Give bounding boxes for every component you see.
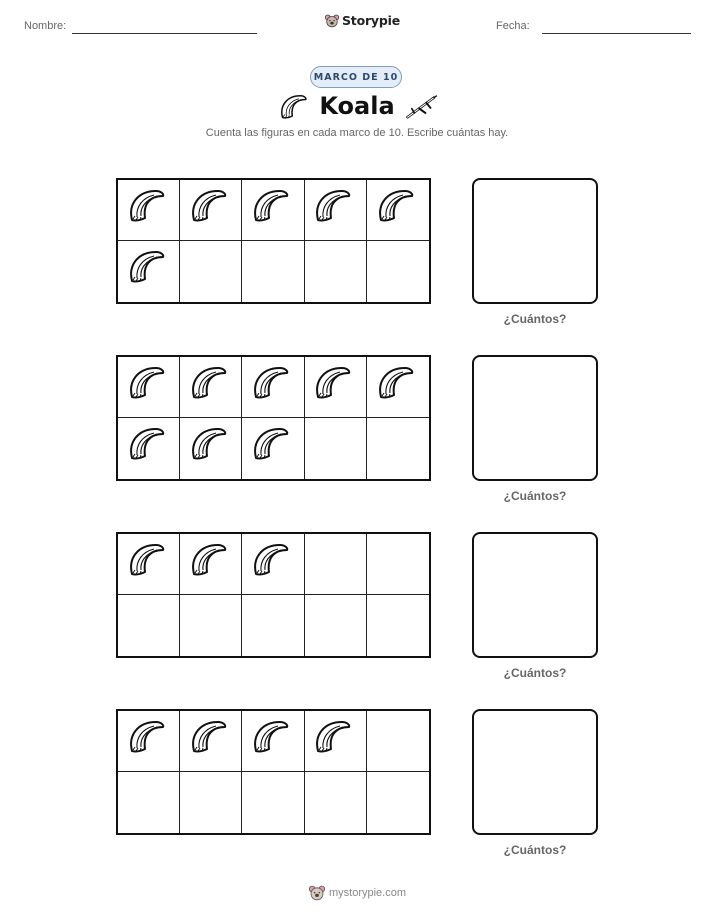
frame-cell <box>118 180 180 241</box>
frame-cell <box>305 418 367 479</box>
frame-cell <box>367 180 429 241</box>
worksheet-type-badge: MARCO DE 10 <box>310 66 402 88</box>
frame-cell <box>180 772 242 833</box>
claw-icon <box>375 363 415 408</box>
brand-name: Storypie <box>342 13 400 28</box>
claw-icon <box>126 186 166 231</box>
claw-icon <box>312 186 352 231</box>
frame-cell <box>118 357 180 418</box>
frame-cell <box>180 418 242 479</box>
name-label: Nombre: <box>24 20 67 32</box>
claw-icon <box>312 717 352 762</box>
claw-icon <box>126 717 166 762</box>
claw-icon <box>188 363 228 408</box>
koala-logo-icon <box>325 14 339 28</box>
frame-cell <box>118 241 180 302</box>
frame-cell <box>242 180 304 241</box>
claw-icon <box>126 247 166 292</box>
frame-cell <box>305 357 367 418</box>
frame-cell <box>118 418 180 479</box>
answer-label-4: ¿Cuántos? <box>503 843 567 857</box>
claw-icon <box>312 363 352 408</box>
answer-box-4[interactable] <box>472 709 598 835</box>
frame-cell <box>367 241 429 302</box>
frame-cell <box>118 534 180 595</box>
frame-cell <box>305 595 367 656</box>
ten-frame-2 <box>116 355 431 481</box>
claw-icon <box>126 424 166 469</box>
frame-cell <box>180 241 242 302</box>
claw-icon <box>375 186 415 231</box>
answer-label-1: ¿Cuántos? <box>503 312 567 326</box>
footer-url: mystorypie.com <box>329 887 407 899</box>
claw-icon <box>250 717 290 762</box>
frame-cell <box>305 241 367 302</box>
frame-cell <box>242 595 304 656</box>
claw-icon <box>188 186 228 231</box>
frame-cell <box>242 772 304 833</box>
frame-cell <box>367 418 429 479</box>
ten-frame-3 <box>116 532 431 658</box>
frame-cell <box>180 595 242 656</box>
frame-cell <box>118 772 180 833</box>
claw-icon <box>188 424 228 469</box>
frame-cell <box>180 180 242 241</box>
frame-cell <box>305 711 367 772</box>
frame-cell <box>180 357 242 418</box>
ten-frame-1 <box>116 178 431 304</box>
claw-icon <box>250 424 290 469</box>
claw-icon <box>250 540 290 585</box>
frame-cell <box>242 418 304 479</box>
claw-icon <box>188 717 228 762</box>
frame-cell <box>118 711 180 772</box>
ten-frame-4 <box>116 709 431 835</box>
brand-logo <box>325 13 400 28</box>
koala-logo-icon <box>309 885 325 901</box>
eucalyptus-branch-icon <box>405 94 439 120</box>
answer-box-1[interactable] <box>472 178 598 304</box>
frame-cell <box>180 534 242 595</box>
frame-cell <box>180 711 242 772</box>
frame-cell <box>242 534 304 595</box>
answer-box-2[interactable] <box>472 355 598 481</box>
frame-cell <box>242 241 304 302</box>
frame-cell <box>367 595 429 656</box>
frame-cell <box>367 534 429 595</box>
frame-cell <box>118 595 180 656</box>
date-line[interactable] <box>542 33 691 34</box>
claw-icon <box>250 186 290 231</box>
frame-cell <box>367 711 429 772</box>
page-title: Koala <box>319 92 395 120</box>
frame-cell <box>367 772 429 833</box>
claw-icon <box>126 363 166 408</box>
claw-icon <box>188 540 228 585</box>
frame-cell <box>242 357 304 418</box>
answer-box-3[interactable] <box>472 532 598 658</box>
answer-label-2: ¿Cuántos? <box>503 489 567 503</box>
claw-icon <box>126 540 166 585</box>
frame-cell <box>242 711 304 772</box>
frame-cell <box>305 772 367 833</box>
claw-icon <box>250 363 290 408</box>
frame-cell <box>367 357 429 418</box>
name-line[interactable] <box>72 33 257 34</box>
answer-label-3: ¿Cuántos? <box>503 666 567 680</box>
footer <box>309 885 406 901</box>
instructions: Cuenta las figuras en cada marco de 10. Escribe cuántas hay. <box>205 127 509 139</box>
date-label: Fecha: <box>496 20 530 32</box>
frame-cell <box>305 534 367 595</box>
frame-cell <box>305 180 367 241</box>
